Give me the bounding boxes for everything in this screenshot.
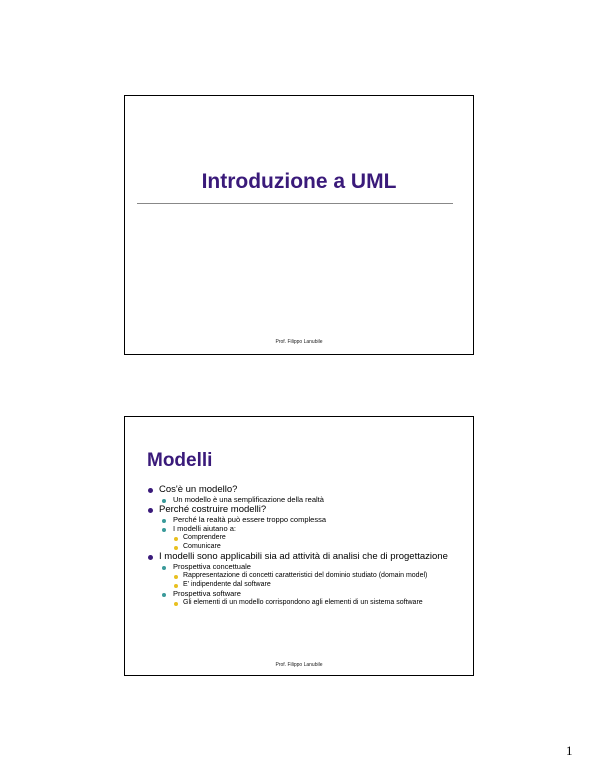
- bullet-text: Prospettiva concettuale: [173, 562, 251, 571]
- bullet-text: I modelli sono applicabili sia ad attività di analisi che di progettazione: [159, 551, 448, 562]
- bullet-dot-icon: [162, 566, 166, 570]
- bullet-dot-icon: [174, 602, 178, 606]
- bullet-dot-icon: [148, 555, 153, 560]
- bullet-level-2: [161, 496, 455, 504]
- bullet-text: Gli elementi di un modello corrispondono agli elementi di un sistema software: [183, 599, 423, 606]
- bullet-level-2: [161, 525, 455, 533]
- bullet-text: Un modello è una semplificazione della realtà: [173, 495, 324, 504]
- bullet-dot-icon: [174, 537, 178, 541]
- bullet-level-1: [147, 485, 455, 495]
- bullet-text: Comprendere: [183, 534, 226, 541]
- bullet-text: Comunicare: [183, 543, 221, 550]
- bullet-dot-icon: [162, 519, 166, 523]
- slide-1: [124, 95, 474, 355]
- bullet-text: Rappresentazione di concetti caratteristici del dominio studiato (domain model): [183, 572, 428, 579]
- bullet-dot-icon: [162, 528, 166, 532]
- slide-1-footer: Prof. Filippo Lanubile: [275, 339, 323, 345]
- bullet-text: Cos'è un modello?: [159, 484, 238, 495]
- bullet-level-3: [173, 581, 455, 589]
- bullet-level-2: [161, 563, 455, 571]
- bullet-dot-icon: [174, 584, 178, 588]
- bullet-text: Prospettiva software: [173, 589, 241, 598]
- slide-1-title: Introduzione a UML: [201, 170, 397, 193]
- bullet-level-3: [173, 534, 455, 542]
- bullet-level-1: [147, 505, 455, 515]
- slide-2: [124, 416, 474, 676]
- bullet-level-3: [173, 572, 455, 580]
- page-number: 1: [566, 743, 573, 758]
- bullet-dot-icon: [162, 593, 166, 597]
- bullet-dot-icon: [174, 546, 178, 550]
- slide-2-title: Modelli: [147, 450, 213, 471]
- bullet-level-2: [161, 590, 455, 598]
- title-divider: [137, 203, 453, 204]
- bullet-text: Perché costruire modelli?: [159, 504, 267, 515]
- bullet-text: Perché la realtà può essere troppo complessa: [173, 515, 327, 524]
- bullet-level-1: [147, 552, 455, 562]
- bullet-dot-icon: [174, 575, 178, 579]
- bullet-level-3: [173, 543, 455, 551]
- bullet-list: [147, 485, 455, 608]
- bullet-text: I modelli aiutano a:: [173, 524, 236, 533]
- bullet-level-3: [173, 599, 455, 607]
- bullet-text: E' indipendente dal software: [183, 581, 271, 588]
- bullet-level-2: [161, 516, 455, 524]
- bullet-dot-icon: [148, 508, 153, 513]
- bullet-dot-icon: [162, 499, 166, 503]
- bullet-dot-icon: [148, 488, 153, 493]
- slide-2-footer: Prof. Filippo Lanubile: [275, 662, 323, 668]
